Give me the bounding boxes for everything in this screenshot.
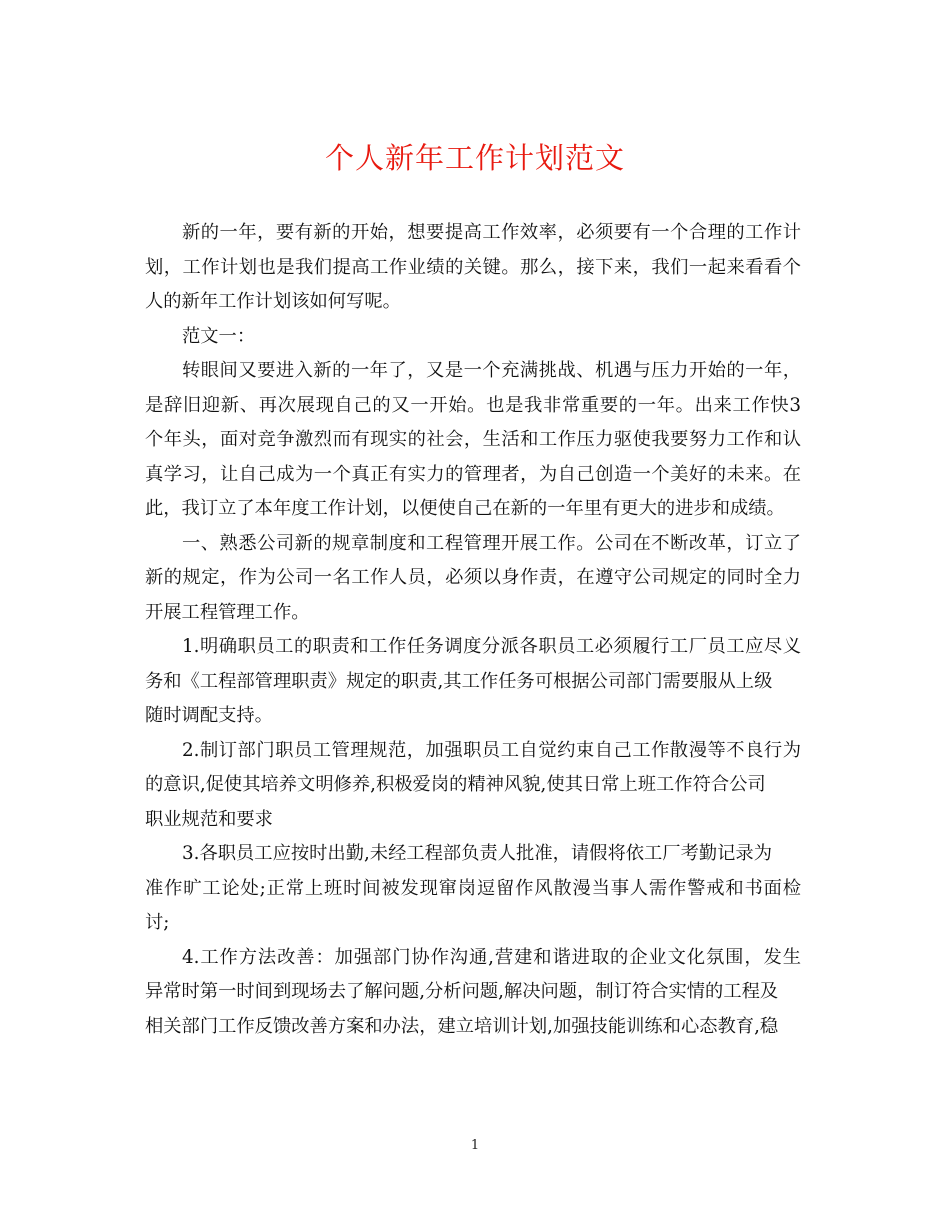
- paragraph-line: 1.明确职员工的职责和工作任务调度分派各职员工必须履行工厂员工应尽义: [182, 636, 801, 657]
- paragraph-line: 真学习，让自己成为一个真正有实力的管理者，为自己创造一个美好的未来。在: [145, 463, 801, 485]
- paragraph-line: 范文一：: [182, 325, 256, 347]
- item-3-paragraph: [145, 837, 801, 941]
- intro-paragraph: [145, 216, 801, 320]
- paragraph-line: 新的规定，作为公司一名工作人员，必须以身作责，在遵守公司规定的同时全力: [145, 567, 801, 588]
- paragraph-line: 的意识,促使其培养文明修养,积极爱岗的精神风貌,使其日常上班工作符合公司: [145, 774, 766, 795]
- paragraph-line: 人的新年工作计划该如何写呢。: [145, 291, 401, 312]
- document-body: [145, 216, 801, 1044]
- paragraph-line: 此，我订立了本年度工作计划，以便使自己在新的一年里有更大的进步和成绩。: [145, 498, 785, 519]
- paragraph-line: 2.制订部门职员工管理规范，加强职员工自觉约束自己工作散漫等不良行为: [182, 739, 801, 761]
- paragraph-line: 务和《工程部管理职责》规定的职责,其工作任务可根据公司部门需要服从上级: [145, 670, 773, 692]
- paragraph-line: 讨;: [145, 912, 170, 933]
- document-title: 个人新年工作计划范文: [324, 141, 625, 175]
- paragraph-line: 是辞旧迎新、再次展现自己的又一开始。也是我非常重要的一年。出来工作快3: [145, 394, 801, 416]
- paragraph-line: 3.各职员工应按时出勤,未经工程部负责人批准，请假将依工厂考勤记录为: [182, 843, 772, 864]
- paragraph-line: 转眼间又要进入新的一年了，又是一个充满挑战、机遇与压力开始的一年，: [182, 360, 801, 381]
- paragraph-line: 职业规范和要求: [145, 808, 273, 830]
- paragraph-line: 新的一年，要有新的开始，想要提高工作效率，必须要有一个合理的工作计: [182, 222, 801, 243]
- paragraph-line: 个年头，面对竞争激烈而有现实的社会，生活和工作压力驱使我要努力工作和认: [145, 429, 801, 450]
- section-one-paragraph: [145, 527, 801, 631]
- item-1-paragraph: [145, 630, 801, 734]
- paragraph-line: 相关部门工作反馈改善方案和办法，建立培训计划,加强技能训练和心态教育,稳: [145, 1015, 779, 1037]
- paragraph-line: 准作旷工论处;正常上班时间被发现窜岗逗留作风散漫当事人需作警戒和书面检: [145, 877, 801, 899]
- page-number: 1: [470, 1138, 480, 1153]
- paragraph-line: 4.工作方法改善：加强部门协作沟通,营建和谐进取的企业文化氛围，发生: [182, 946, 801, 968]
- paragraph-line: 开展工程管理工作。: [145, 601, 310, 623]
- item-4-paragraph: [145, 941, 801, 1045]
- section-label-paragraph: [145, 320, 801, 355]
- item-2-paragraph: [145, 734, 801, 838]
- paragraph-line: 异常时第一时间到现场去了解问题,分析问题,解决问题，制订符合实情的工程及: [145, 981, 779, 1002]
- opening-paragraph: [145, 354, 801, 527]
- paragraph-line: 划，工作计划也是我们提高工作业绩的关键。那么，接下来，我们一起来看看个: [145, 256, 801, 278]
- paragraph-line: 一、熟悉公司新的规章制度和工程管理开展工作。公司在不断改革，订立了: [182, 532, 801, 554]
- paragraph-line: 随时调配支持。: [145, 705, 273, 726]
